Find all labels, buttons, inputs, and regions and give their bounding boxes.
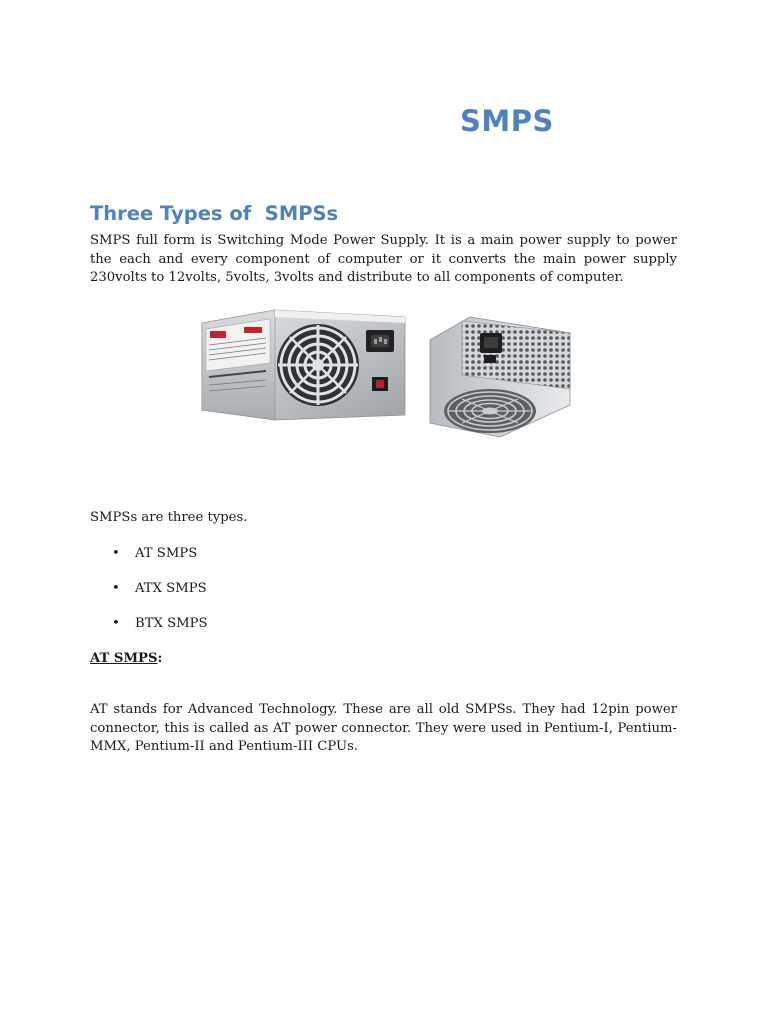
power-supply-image — [200, 305, 575, 445]
bullet-icon: • — [112, 616, 120, 631]
smps-types-list — [112, 545, 208, 650]
intro-paragraph: SMPS full form is Switching Mode Power Supply. It is a main power supply to power the each and every component of computer or it converts the main power supply 230volts to 12volts, 5volts, 3volts and distribute to all components of computer. — [90, 233, 677, 285]
list-item-label: BTX SMPS — [135, 616, 208, 631]
psu-unit-right — [430, 317, 570, 437]
at-smps-heading — [90, 651, 162, 666]
bullet-icon: • — [112, 546, 120, 561]
list-item — [112, 545, 208, 580]
at-smps-paragraph: AT stands for Advanced Technology. These are all old SMPSs. They had 12pin power connector, this is called as AT power connector. They were used in Pentium-I, Pentium-MMX, Pentium-II and Pentium-III CPUs. — [90, 702, 677, 754]
document-title: SMPS — [460, 104, 554, 138]
at-smps-heading-text: AT SMPS — [90, 651, 158, 666]
bullet-icon: • — [112, 581, 120, 596]
list-item — [112, 615, 208, 650]
list-item — [112, 580, 208, 615]
types-intro-text: SMPSs are three types. — [90, 510, 248, 525]
section-heading: Three Types of SMPSs — [90, 202, 339, 225]
psu-unit-left — [202, 310, 405, 420]
at-smps-heading-colon: : — [157, 651, 163, 666]
list-item-label: AT SMPS — [135, 546, 198, 561]
list-item-label: ATX SMPS — [135, 581, 207, 596]
